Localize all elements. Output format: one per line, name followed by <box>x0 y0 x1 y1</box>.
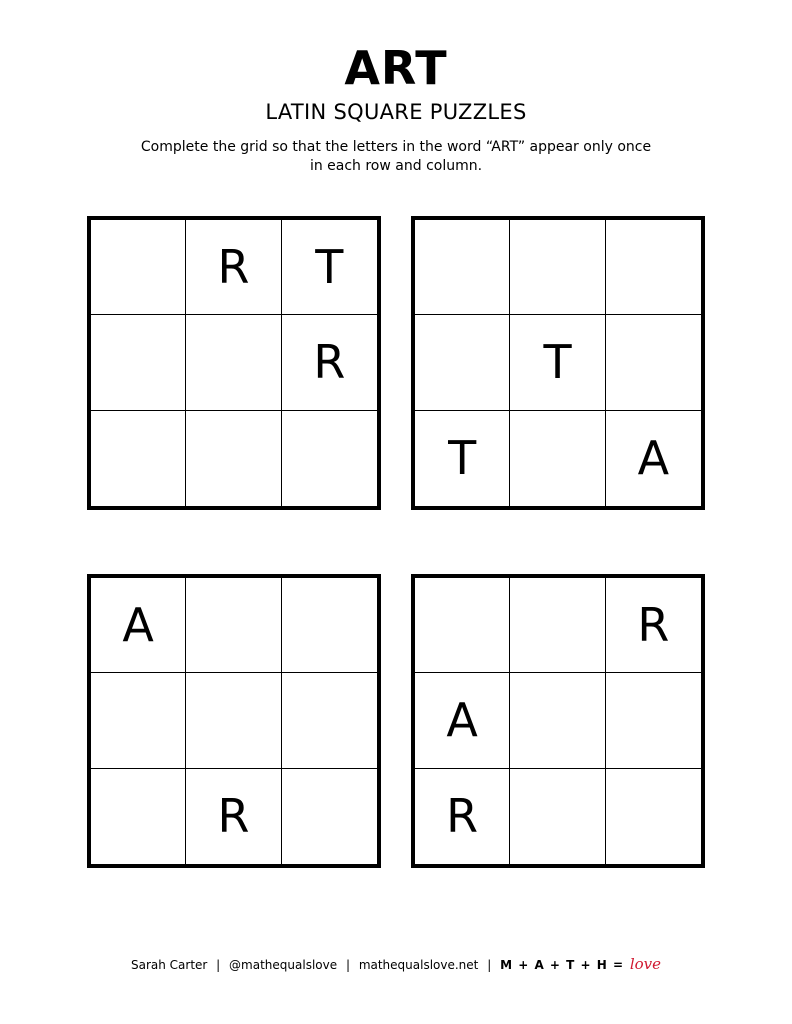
instructions <box>0 138 792 176</box>
grid-cell[interactable] <box>510 673 605 768</box>
grid-cell[interactable] <box>91 769 186 864</box>
grid-cell[interactable]: R <box>606 578 701 673</box>
puzzle-grid-3 <box>87 574 381 868</box>
grid-cell[interactable] <box>510 769 605 864</box>
grid-cell[interactable] <box>510 578 605 673</box>
grid-cell[interactable] <box>282 769 377 864</box>
grid-cell[interactable] <box>91 411 186 506</box>
puzzle-grid-1 <box>87 216 381 510</box>
grid-cell[interactable] <box>606 673 701 768</box>
footer-social: @mathequalslove <box>229 958 338 972</box>
grid-cell[interactable]: A <box>415 673 510 768</box>
page-title: ART <box>344 41 448 95</box>
grid-cell[interactable]: A <box>91 578 186 673</box>
grid-cell[interactable]: R <box>282 315 377 410</box>
page-subtitle: LATIN SQUARE PUZZLES <box>265 100 527 124</box>
grid-cell[interactable] <box>510 411 605 506</box>
grid-cell[interactable] <box>415 578 510 673</box>
grid-cell[interactable] <box>606 220 701 315</box>
grid-cell[interactable]: R <box>186 220 281 315</box>
grid-cell[interactable]: R <box>415 769 510 864</box>
grid-cell[interactable] <box>415 220 510 315</box>
grid-cell[interactable] <box>91 315 186 410</box>
grid-cell[interactable] <box>606 315 701 410</box>
grid-cell[interactable] <box>510 220 605 315</box>
grid-cell[interactable]: R <box>186 769 281 864</box>
grid-cell[interactable] <box>186 411 281 506</box>
grid-cell[interactable] <box>415 315 510 410</box>
grid-cell[interactable] <box>282 673 377 768</box>
grid-cell[interactable]: T <box>415 411 510 506</box>
footer-separator: | <box>345 958 350 972</box>
grid-cell[interactable]: A <box>637 431 670 486</box>
puzzle-grid-2 <box>411 216 705 510</box>
footer-website: mathequalslove.net <box>358 958 479 972</box>
grid-cell[interactable] <box>282 578 377 673</box>
footer-love-script: love <box>629 955 662 973</box>
puzzle-grid-4 <box>411 574 705 868</box>
instructions-line-2: in each row and column. <box>309 158 483 174</box>
footer-brand: M + A + T + H = <box>500 958 625 972</box>
instructions-line-1: Complete the grid so that the letters in the word “ART” appear only once <box>140 139 652 155</box>
footer-separator: | <box>487 958 492 972</box>
grid-cell[interactable] <box>186 315 281 410</box>
grid-cell[interactable] <box>91 673 186 768</box>
grid-cell[interactable] <box>91 220 186 315</box>
footer-author: Sarah Carter <box>130 958 208 972</box>
grid-cell[interactable] <box>282 411 377 506</box>
grid-cell[interactable] <box>186 578 281 673</box>
grid-cell[interactable] <box>186 673 281 768</box>
footer-separator: | <box>216 958 221 972</box>
grid-cell[interactable]: T <box>510 315 605 410</box>
grid-cell[interactable] <box>606 769 701 864</box>
footer <box>0 955 792 974</box>
grid-cell[interactable]: T <box>282 220 377 315</box>
